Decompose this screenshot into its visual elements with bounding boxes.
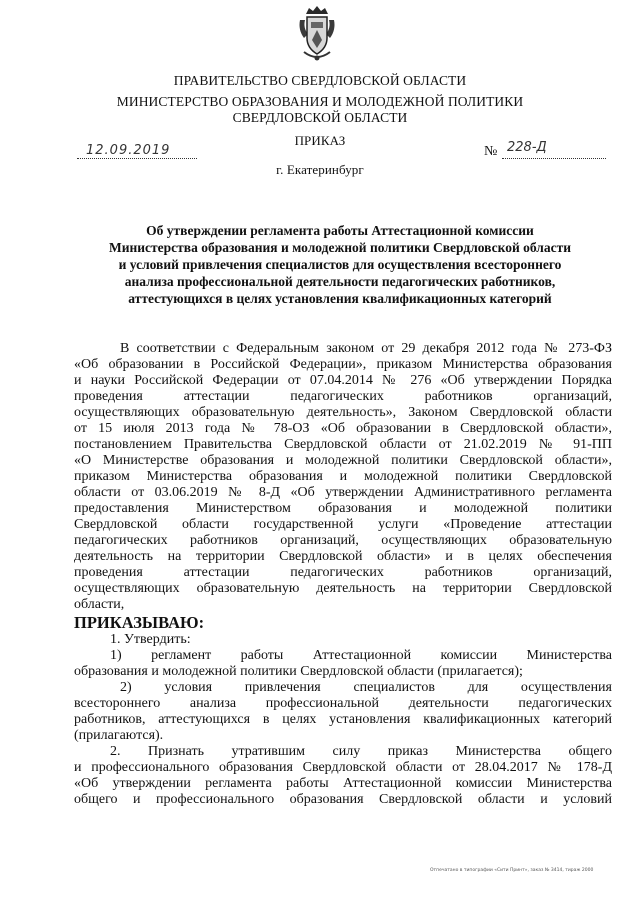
preamble-line: проведения аттестации педагогических работников организаций, <box>74 565 612 580</box>
item-2-line: «Об утверждении регламента работы Аттестационной комиссии Министерства <box>74 776 612 791</box>
preamble-line: «Об образовании в Российской Федерации», приказом Министерства образования <box>74 357 612 372</box>
date-underline <box>77 158 197 159</box>
preamble-line: Свердловской области государственной услуги «Проведение аттестации <box>74 517 612 532</box>
ministry-name-line-1: МИНИСТЕРСТВО ОБРАЗОВАНИЯ И МОЛОДЕЖНОЙ ПОЛИТИКИ <box>116 94 524 109</box>
preamble-line: проведения аттестации педагогических работников организаций, <box>74 389 612 404</box>
title-line: анализа профессиональной деятельности педагогических работников, <box>124 274 556 289</box>
preamble-line: и науки Российской Федерации от 07.04.2014 № 276 «Об утверждении Порядка <box>74 373 612 388</box>
item-2-line: и профессионального образования Свердловской области от 28.04.2017 № 178-Д <box>74 760 612 775</box>
document-body <box>74 341 612 808</box>
preamble-line: осуществляющих образовательную деятельность», Законом Свердловской области <box>74 405 612 420</box>
preamble-line: предоставления Министерством образования и молодежной политики <box>74 501 612 516</box>
print-footer: Отпечатано в типографии «Сити Принт», заказ № 3414, тираж 2000 <box>430 868 594 873</box>
preamble-line: постановлением Правительства Свердловской области от 21.02.2019 № 91-ПП <box>74 437 612 452</box>
order-number: 228-Д <box>507 140 547 155</box>
title-line: Об утверждении регламента работы Аттестационной комиссии <box>146 223 534 238</box>
item-1-1-line: образования и молодежной политики Свердловской области (прилагается); <box>74 664 523 679</box>
ministry-name-line-2: СВЕРДЛОВСКОЙ ОБЛАСТИ <box>232 110 408 125</box>
item-1-2-line: всестороннего анализа профессиональной деятельности педагогических <box>74 696 612 711</box>
item-1-2-line: (прилагаются). <box>74 728 164 743</box>
item-1: 1. Утвердить: <box>110 632 191 647</box>
preamble-line: от 15 июля 2013 года № 78-ОЗ «Об образовании в Свердловской области», <box>74 421 612 436</box>
preamble-line: деятельность на территории Свердловской области» и в целях обеспечения <box>74 549 612 564</box>
preamble-line: «О Министерстве образования и молодежной политики Свердловской области», <box>74 453 612 468</box>
item-2-line: 2. Признать утратившим силу приказ Министерства общего <box>110 744 612 759</box>
preamble-line: области, <box>74 597 125 612</box>
coat-of-arms-icon <box>296 4 338 64</box>
item-2-line: общего и профессионального образования Свердловской области и условий <box>74 792 612 807</box>
document-title <box>60 222 620 307</box>
preamble-line: В соответствии с Федеральным законом от 29 декабря 2012 года № 273-ФЗ <box>120 341 612 356</box>
item-1-2-line: 2) условия привлечения специалистов для осуществления <box>120 680 612 695</box>
preamble-line: приказом Министерства образования и молодежной политики Свердловской <box>74 469 612 484</box>
item-1-1-line: 1) регламент работы Аттестационной комиссии Министерства <box>110 648 612 663</box>
number-label: № <box>484 144 498 159</box>
order-date: 12.09.2019 <box>86 143 171 158</box>
title-line: и условий привлечения специалистов для осуществления всестороннего <box>118 257 562 272</box>
title-line: Министерства образования и молодежной политики Свердловской области <box>108 240 572 255</box>
order-word: ПРИКАЗЫВАЮ: <box>74 613 205 632</box>
title-line: аттестующихся в целях установления квалификационных категорий <box>128 291 552 306</box>
number-underline <box>502 158 606 159</box>
preamble-line: педагогических работников организаций, осуществляющих образовательную <box>74 533 612 548</box>
document-type: ПРИКАЗ <box>294 133 346 148</box>
city: г. Екатеринбург <box>276 162 364 177</box>
government-name: ПРАВИТЕЛЬСТВО СВЕРДЛОВСКОЙ ОБЛАСТИ <box>173 73 467 88</box>
preamble-line: осуществляющих образовательную деятельность на территории Свердловской <box>74 581 612 596</box>
preamble-line: области от 03.06.2019 № 8-Д «Об утверждении Административного регламента <box>74 485 612 500</box>
item-1-2-line: работников, аттестующихся в целях установления квалификационных категорий <box>74 712 612 727</box>
